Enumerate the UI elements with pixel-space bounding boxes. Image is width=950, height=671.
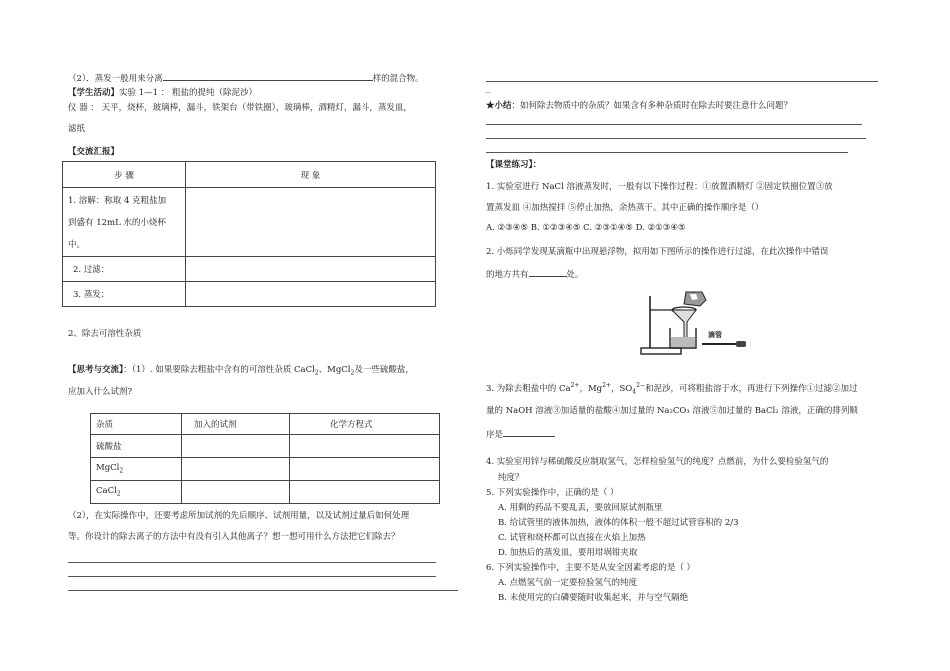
answer-line[interactable] <box>68 562 436 563</box>
remove-soluble-heading: 2、除去可溶性杂质 <box>68 329 142 339</box>
reagent-table <box>90 413 440 504</box>
answer-line[interactable] <box>486 152 848 153</box>
answer-line[interactable] <box>68 590 458 591</box>
practice-4-line1: 4. 实验室用锌与稀硫酸反应制取氢气，怎样检验氢气的纯度？点燃前，为什么要检验氢气的 <box>486 457 829 467</box>
steps-row-dissolve: 1. 溶解：称取 4 克粗盐加 到盛有 12mL 水的小烧杯 中。 <box>63 188 186 257</box>
reagent-header-reagent: 加入的试剂 <box>182 414 290 435</box>
practice-3-line1: 3. 为除去粗盐中的 $Ca^{2+}$，$Mg^{2+}$，$SO_4^{2-}$和泥沙，可将粗盐溶于水，再进行下列操作①过滤②加过 <box>486 382 858 396</box>
practice-4-line2: 纯度？ <box>498 473 524 483</box>
reagent-sulfate-equation[interactable] <box>290 435 440 458</box>
answer-line[interactable] <box>486 124 862 125</box>
reagent-cacl2-equation[interactable] <box>290 481 440 504</box>
practice-1-line2: 置蒸发皿 ④加热搅拌 ⑤停止加热，余热蒸干。其中正确的操作顺序是（） <box>486 203 764 213</box>
answer-blank[interactable] <box>529 268 567 277</box>
steps-row-filter: 2. 过滤： <box>63 257 186 282</box>
answer-blank[interactable] <box>163 72 373 81</box>
think-question-1-line2: 应加入什么试剂? <box>68 387 133 397</box>
steps-header-step: 步 骤 <box>63 162 186 188</box>
summary: ★小结：如何除去物质中的杂质？如果含有多种杂质时在除去时要注意什么问题？ <box>486 101 793 111</box>
steps-table <box>62 161 436 307</box>
reagent-row-sulfate: 硫酸盐 <box>91 435 182 458</box>
steps-row-evaporate-answer[interactable] <box>186 282 436 307</box>
practice-1-options[interactable]: A. ②③④⑤ B. ①②③④⑤ C. ②③①④⑤ D. ②①③④⑤ <box>486 223 686 233</box>
exchange-heading: 【交流汇报】 <box>68 147 120 157</box>
practice-heading: 【课堂练习】： <box>486 160 542 170</box>
answer-blank[interactable] <box>503 428 555 437</box>
practice-5-option-b[interactable]: B. 给试管里的液体加热，液体的体积一般不超过试管容积的 2/3 <box>498 518 739 528</box>
think-question-1: 【思考与交流】：（1）. 如果要除去粗盐中含有的可溶性杂质 CaCl$_2$、MgCl$_2$及一些硫酸盐， <box>68 365 414 377</box>
filtration-apparatus-icon <box>640 290 752 358</box>
answer-line[interactable] <box>68 576 436 577</box>
instruments-line2: 滤纸 <box>68 124 86 134</box>
reagent-header-impurity: 杂质 <box>91 414 182 435</box>
reagent-mgcl2-equation[interactable] <box>290 458 440 481</box>
practice-6-option-b[interactable]: B. 未使用完的白磷要随时收集起来，并与空气隔绝 <box>498 593 689 603</box>
filtration-figure <box>640 290 752 358</box>
practice-1-line1: 1. 实验室进行 NaCl 溶液蒸发时，一般有以下操作过程：①放置酒精灯 ②固定铁圈位置③放 <box>486 182 833 192</box>
steps-row-dissolve-answer[interactable] <box>186 188 436 257</box>
practice-2-line2: 的地方共有 处。 <box>486 270 584 280</box>
practice-6-stem: 6. 下列实验操作中，主要不是从安全因素考虑的是（ ） <box>486 563 696 573</box>
reagent-sulfate-reagent[interactable] <box>182 435 290 458</box>
reagent-mgcl2-reagent[interactable] <box>182 458 290 481</box>
steps-row-filter-answer[interactable] <box>186 257 436 282</box>
answer-line[interactable] <box>486 81 878 82</box>
q2-evaporation: （2）．蒸发一般用来分离 样的混合物。 <box>68 74 424 84</box>
reagent-row-mgcl2: MgCl$_2$ <box>91 458 182 481</box>
instruments-line1: 仪 器 ： 天平，烧杯，玻璃棒，漏斗，铁架台（带铁圈），玻璃棒，酒精灯，漏斗，蒸发皿， <box>68 103 412 113</box>
answer-line-end: _ <box>486 84 491 94</box>
steps-header-phenomenon: 现 象 <box>186 162 436 188</box>
student-activity: 【学生活动】实验 1—1 ： 粗盐的提纯（除泥沙） <box>68 88 257 98</box>
q2b-line2: 等。你设计的除去离子的方法中有没有引入其他离子？想一想可用什么方法把它们除去？ <box>68 532 400 542</box>
reagent-cacl2-reagent[interactable] <box>182 481 290 504</box>
q2b-line1: （2），在实际操作中，还要考虑所加试剂的先后顺序、试剂用量，以及试剂过量后如何处理 <box>68 511 410 521</box>
practice-5-option-c[interactable]: C. 试管和烧杯都可以直接在火焰上加热 <box>498 533 646 543</box>
practice-5-option-d[interactable]: D. 加热后的蒸发皿，要用坩埚钳夹取 <box>498 548 638 558</box>
reagent-header-equation: 化学方程式 <box>290 414 440 435</box>
practice-3-line2: 量的 NaOH 溶液③加适量的盐酸④加过量的 Na₂CO₃ 溶液⑤加过量的 BaCl₂ 溶液，正确的排列顺 <box>486 406 858 416</box>
reagent-row-cacl2: CaCl$_2$ <box>91 481 182 504</box>
answer-line[interactable] <box>486 138 866 139</box>
practice-5-option-a[interactable]: A. 用剩的药品不要乱丢，要放回原试剂瓶里 <box>498 503 663 513</box>
practice-2-line1: 2. 小烁同学发现某滴瓶中出现悬浮物，拟用如下图所示的操作进行过滤，在此次操作中错误 <box>486 247 829 257</box>
practice-5-stem: 5. 下列实验操作中，正确的是（ ） <box>486 488 619 498</box>
practice-6-option-a[interactable]: A. 点燃氢气前一定要检验氢气的纯度 <box>498 578 638 588</box>
dropper-label: 滴管 <box>708 330 722 339</box>
practice-3-line3: 序是 <box>486 428 555 440</box>
steps-row-evaporate: 3. 蒸发： <box>63 282 186 307</box>
